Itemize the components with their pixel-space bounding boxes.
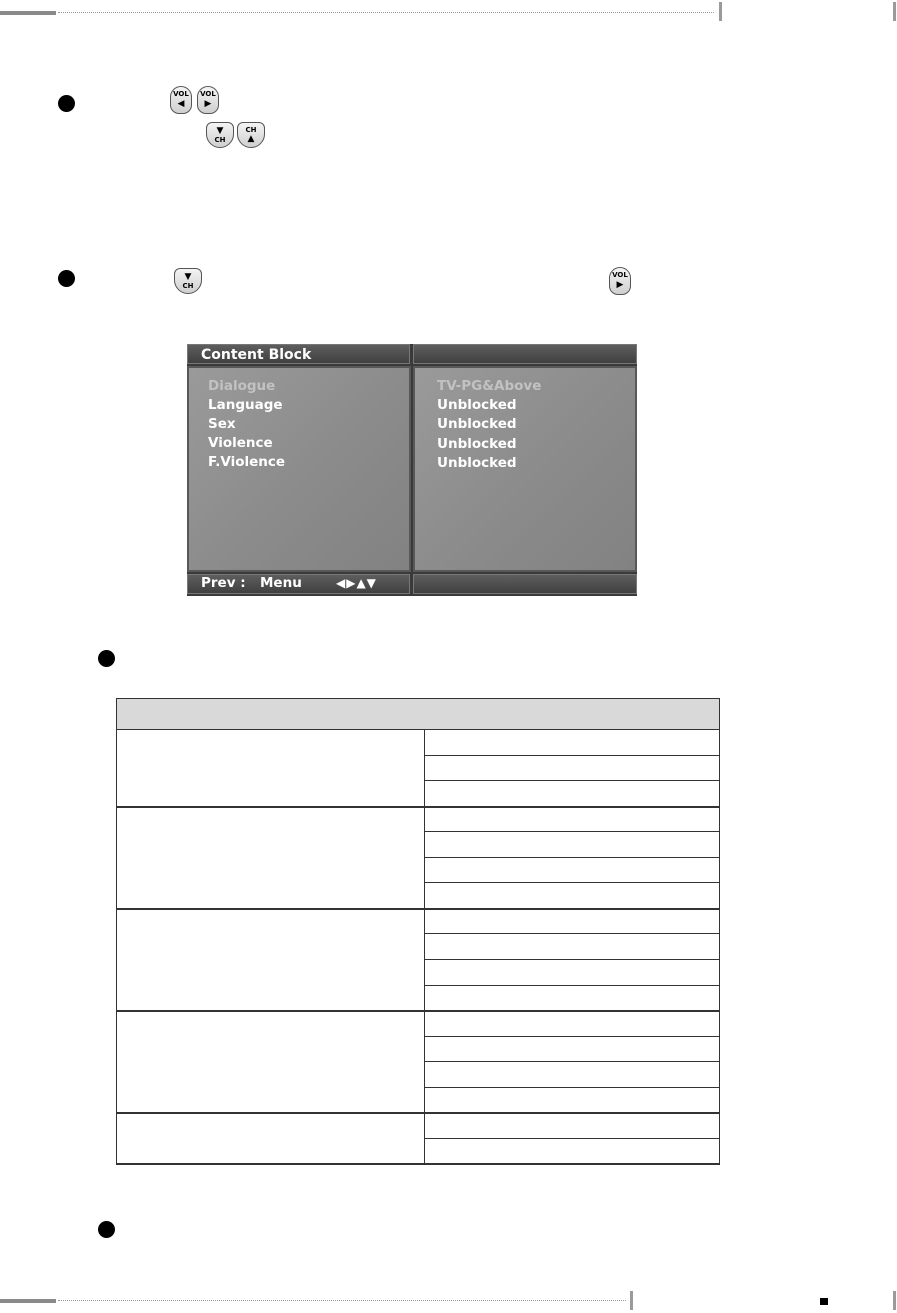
table-group-divider [116, 806, 720, 808]
osd-item-label[interactable]: F.Violence [208, 454, 286, 470]
page-number-marker [820, 1298, 828, 1305]
osd-footer-menu: Menu [260, 575, 302, 591]
table-group-divider [116, 1010, 720, 1012]
footer-rule-dotted [58, 1300, 626, 1301]
ch-down-button-icon: ▼ CH [206, 122, 234, 148]
step-bullet-4 [98, 1221, 115, 1238]
table-row-divider [424, 1036, 720, 1037]
table-row-divider [424, 1061, 720, 1062]
table-border-left [116, 729, 117, 1164]
table-row-divider [424, 882, 720, 883]
osd-title-bar-right [413, 344, 637, 364]
osd-item-value: TV-PG&Above [437, 378, 542, 394]
osd-footer-arrows-icon: ◀▶▲▼ [336, 576, 377, 590]
table-row-divider [424, 959, 720, 960]
vol-right-button-icon: VOL ▶ [609, 267, 631, 295]
content-block-osd [187, 344, 637, 596]
osd-footer-bar [187, 574, 410, 594]
header-rule-left [0, 11, 56, 15]
osd-item-value: Unblocked [437, 436, 517, 452]
osd-item-label[interactable]: Sex [208, 416, 236, 432]
table-row-divider [424, 755, 720, 756]
ch-down-button-icon: ▼ CH [174, 268, 202, 294]
header-tick-left [719, 2, 722, 21]
ch-up-button-icon: CH ▲ [237, 122, 265, 148]
osd-title-bar [187, 344, 410, 364]
table-border-right [719, 729, 720, 1164]
osd-footer-prev: Prev : [201, 575, 246, 591]
osd-title: Content Block [201, 347, 312, 363]
osd-item-value: Unblocked [437, 455, 517, 471]
footer-tick-left [630, 1291, 633, 1310]
table-row-divider [424, 985, 720, 986]
footer-tick-right [893, 1291, 896, 1310]
osd-item-label[interactable]: Dialogue [208, 378, 276, 394]
table-row-divider [424, 780, 720, 781]
rating-table-header [116, 698, 720, 730]
osd-item-label[interactable]: Violence [208, 435, 273, 451]
osd-footer-bar-right [413, 574, 637, 594]
step-bullet-2 [58, 270, 75, 287]
step-bullet-3 [98, 650, 115, 667]
osd-item-value: Unblocked [437, 416, 517, 432]
osd-item-label[interactable]: Language [208, 397, 283, 413]
table-row-divider [424, 1087, 720, 1088]
header-rule-dotted [58, 12, 714, 13]
table-row-divider [424, 933, 720, 934]
table-row-divider [424, 831, 720, 832]
table-group-divider [116, 908, 720, 910]
footer-rule-left [0, 1299, 56, 1303]
vol-left-button-icon: VOL ◀ [170, 86, 192, 114]
table-border-bottom [116, 1163, 720, 1165]
table-row-divider [424, 1138, 720, 1139]
table-group-divider [116, 1112, 720, 1114]
table-row-divider [424, 857, 720, 858]
step-bullet-1 [58, 95, 75, 112]
vol-right-button-icon: VOL ▶ [197, 86, 219, 114]
osd-item-value: Unblocked [437, 397, 517, 413]
header-tick-right [893, 2, 896, 21]
table-column-divider [424, 729, 425, 1163]
